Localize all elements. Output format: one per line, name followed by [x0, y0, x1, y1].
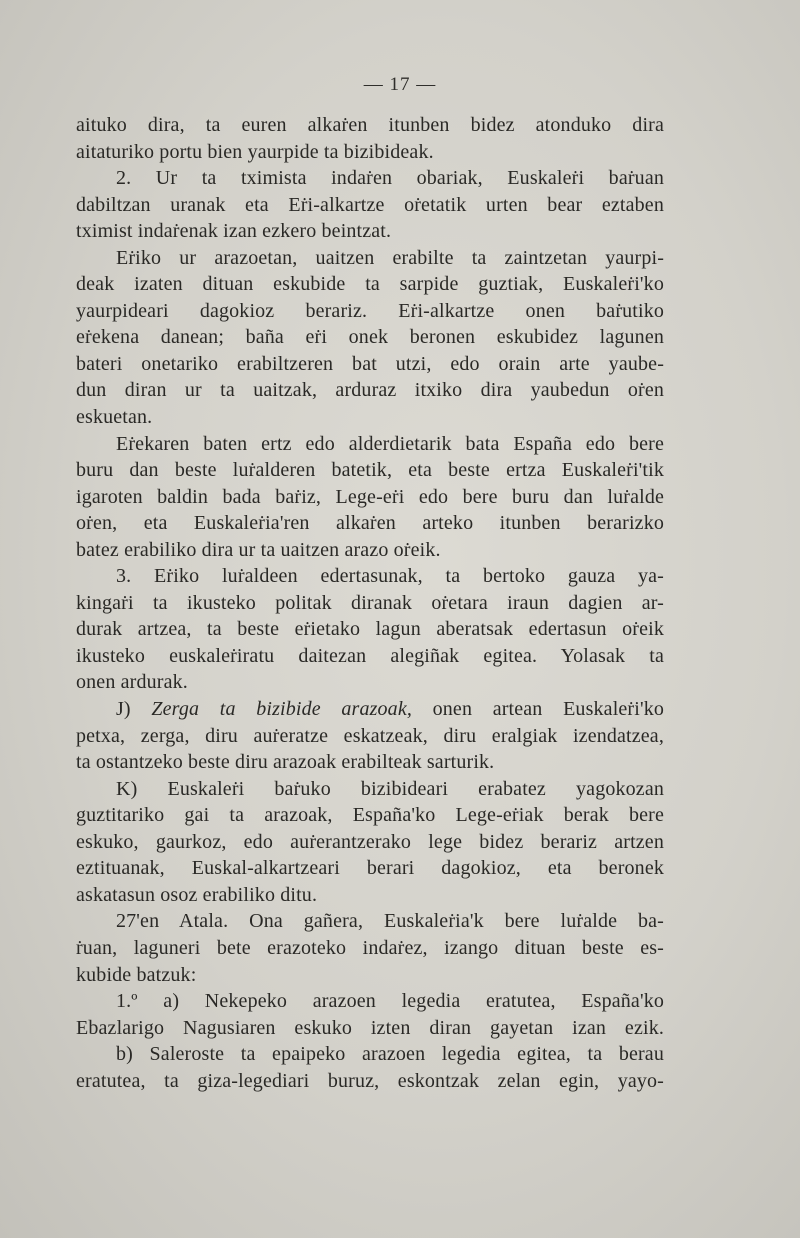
text-line: oṙen, eta Euskaleṙia'ren alkaṙen arteko itunben berarizko	[76, 512, 664, 535]
text-line: aitaturiko portu bien yaurpide ta bizibideak.	[76, 140, 434, 163]
text-line: kingaṙi ta ikusteko politak diranak oṙetara iraun dagien ar-	[76, 591, 664, 614]
section-marker: J)	[116, 698, 152, 721]
text-line: ikusteko euskaleṙiratu daitezan alegiñak egitea. Yolasak ta	[76, 644, 664, 667]
text-line: askatasun osoz erabiliko ditu.	[76, 883, 318, 906]
text-line: Ebazlarigo Nagusiaren eskuko izten diran gayetan izan ezik.	[76, 1016, 664, 1039]
text-line: tximist indaṙenak izan ezkero beintzat.	[76, 220, 392, 243]
text-line: 27'en Atala. Ona gañera, Euskaleṙia'k bere luṙalde ba-	[116, 910, 664, 933]
text-line: kubide batzuk:	[76, 963, 197, 986]
text-line: bateri onetariko erabiltzeren bat utzi, edo orain arte yaube-	[76, 352, 664, 375]
text-line: eskuetan.	[76, 406, 153, 429]
section-heading: Zerga ta bizibide arazoak,	[151, 698, 413, 721]
text-line: ṙuan, laguneri bete erazoteko indaṙez, izango dituan beste es-	[76, 936, 664, 959]
text-line: dun diran ur ta uaitzak, arduraz itxiko dira yaubedun oṙen	[76, 379, 664, 402]
text-line: batez erabiliko dira ur ta uaitzen arazo oṙeik.	[76, 538, 441, 561]
text-line: ta ostantzeko beste diru arazoak erabilteak sarturik.	[76, 751, 495, 774]
text-line: 3. Eṙiko luṙaldeen edertasunak, ta bertoko gauza ya-	[116, 565, 664, 588]
text-line: deak izaten dituan eskubide ta sarpide guztiak, Euskaleṙi'ko	[76, 273, 664, 296]
text-line: petxa, zerga, diru auṙeratze eskatzeak, diru eralgiak izendatzea,	[76, 724, 664, 747]
text-line: aituko dira, ta euren alkaṙen itunben bidez atonduko dira	[76, 114, 664, 136]
text-line: yaurpideari dagokioz berariz. Eṙi-alkartze onen baṙutiko	[76, 299, 664, 322]
text-line: durak artzea, ta beste eṙietako lagun aberatsak edertasun oṙeik	[76, 618, 664, 641]
text-line: 1.º a) Nekepeko arazoen legedia eratutea, España'ko	[116, 990, 664, 1013]
text-line: b) Saleroste ta epaipeko arazoen legedia egitea, ta berau	[116, 1043, 664, 1066]
text-line: guztitariko gai ta arazoak, España'ko Lege-eṙiak berak bere	[76, 804, 664, 827]
text-line: eztituanak, Euskal-alkartzeari berari dagokioz, eta beronek	[76, 857, 664, 880]
text-line	[76, 696, 664, 723]
text-line: Eṙiko ur arazoetan, uaitzen erabilte ta zaintzetan yaurpi-	[116, 246, 664, 269]
text-line: eskuko, gaurkoz, edo auṙerantzerako lege bidez berariz artzen	[76, 830, 664, 853]
text-line: igaroten baldin bada baṙiz, Lege-eṙi edo bere buru dan luṙalde	[76, 485, 664, 508]
text-line: eṙekena danean; baña eṙi onek beronen eskubidez lagunen	[76, 326, 664, 349]
section-tail: onen artean Euskaleṙi'ko	[412, 698, 664, 721]
text-line: buru dan beste luṙalderen batetik, eta beste ertza Euskaleṙi'tik	[76, 459, 664, 482]
text-line: K) Euskaleṙi baṙuko bizibideari erabatez yagokozan	[116, 777, 664, 800]
text-line: Eṙekaren baten ertz edo alderdietarik bata España edo bere	[116, 432, 664, 455]
text-line: onen ardurak.	[76, 671, 188, 694]
body-text	[76, 112, 664, 1094]
text-line: eratutea, ta giza-legediari buruz, eskontzak zelan egin, yayo-	[76, 1069, 664, 1092]
text-line: dabiltzan uranak eta Eṙi-alkartze oṙetatik urten bear eztaben	[76, 193, 664, 216]
text-line: 2. Ur ta tximista indaṙen obariak, Euskaleṙi baṙuan	[116, 167, 664, 190]
page-number: — 17 —	[363, 74, 437, 95]
